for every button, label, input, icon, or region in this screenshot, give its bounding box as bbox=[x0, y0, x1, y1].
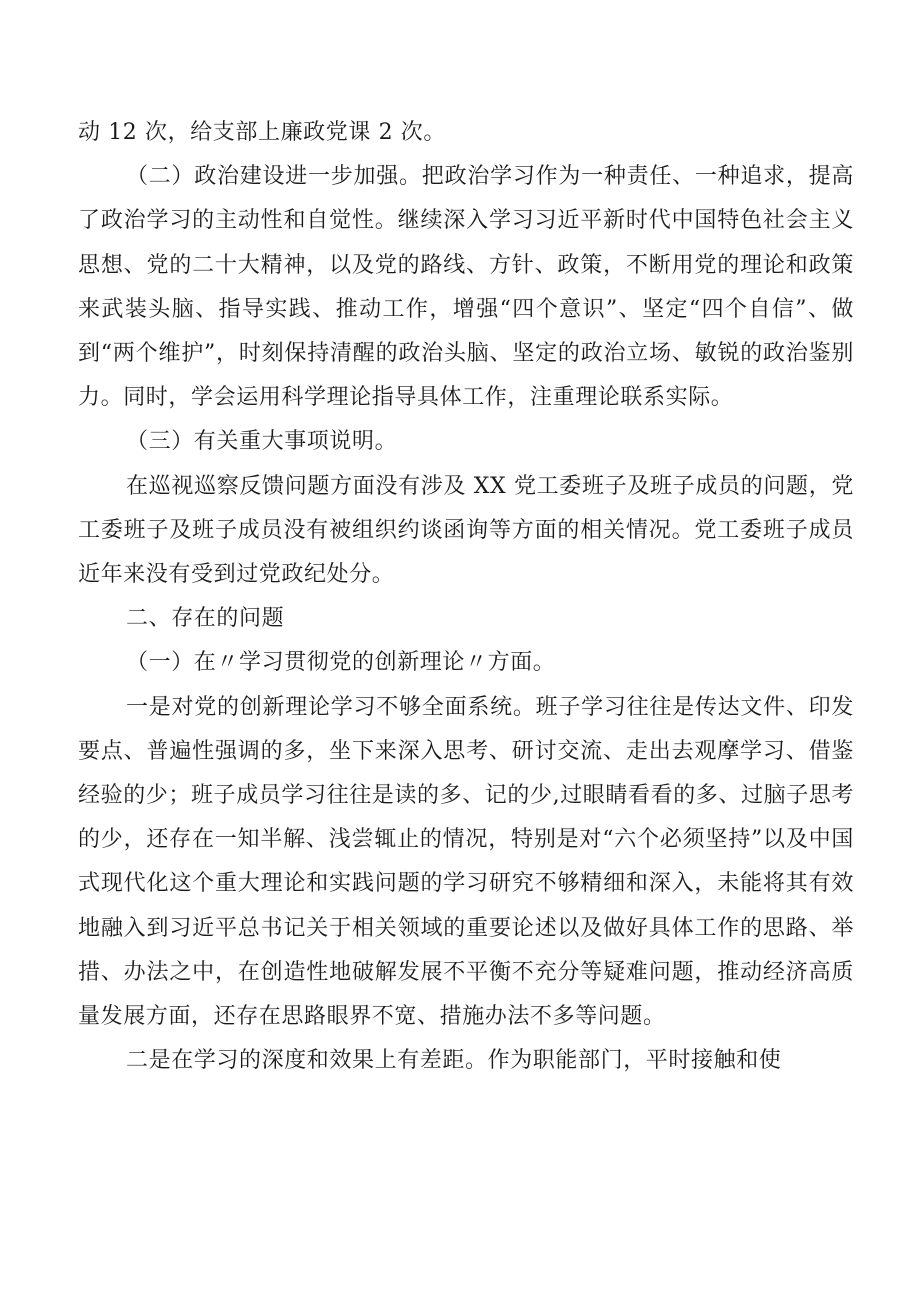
paragraph-problem-two: 二是在学习的深度和效果上有差距。作为职能部门，平时接触和使 bbox=[126, 1048, 782, 1074]
paragraph-problem-one: 一是对党的创新理论学习不够全面系统。班子学习往往是传达文件、印发要点、普遍性强调的多，坐下来深入思考、研讨交流、走出去观摩学习、借鉴经验的少；班子成员学习往往是读的多、记的少,过眼睛看看的多、过脑子思考的少，还存在一知半解、浅尝辄止的情况，特别是对“六个必须坚持”以及中国式现代化这个重大理论和实践问题的学习研究不够精细和深入，未能将其有效地融入到习近平总书记关于相关领域的重要论述以及做好具体工作的思路、举措、办法之中，在创造性地破解发展不平衡不充分等疑难问题，推动经济高质量发展方面，还存在思路眼界不宽、措施办法不多等问题。 bbox=[78, 694, 854, 1030]
section-heading-existing-problems: 二、存在的问题 bbox=[126, 606, 285, 632]
subsection-heading-innovation-theory: （一）在〃学习贯彻党的创新理论〃方面。 bbox=[126, 650, 556, 676]
section-heading-major-matters: （三）有关重大事项说明。 bbox=[126, 429, 398, 455]
document-body bbox=[78, 111, 854, 1083]
paragraph-inspection-feedback: 在巡视巡察反馈问题方面没有涉及 XX 党工委班子及班子成员的问题，党工委班子及班子成员没有被组织约谈函询等方面的相关情况。党工委班子成员近年来没有受到过党政纪处分。 bbox=[78, 473, 854, 588]
paragraph-continuation: 动 12 次，给支部上廉政党课 2 次。 bbox=[78, 120, 446, 145]
paragraph-political-construction: （二）政治建设进一步加强。把政治学习作为一种责任、一种追求，提高了政治学习的主动性和自觉性。继续深入学习习近平新时代中国特色社会主义思想、党的二十大精神，以及党的路线、方针、政策，不断用党的理论和政策来武装头脑、指导实践、推动工作，增强“四个意识”、坚定“四个自信”、做到“两个维护”，时刻保持清醒的政治头脑、坚定的政治立场、敏锐的政治鉴别力。同时，学会运用科学理论指导具体工作，注重理论联系实际。 bbox=[78, 164, 854, 411]
